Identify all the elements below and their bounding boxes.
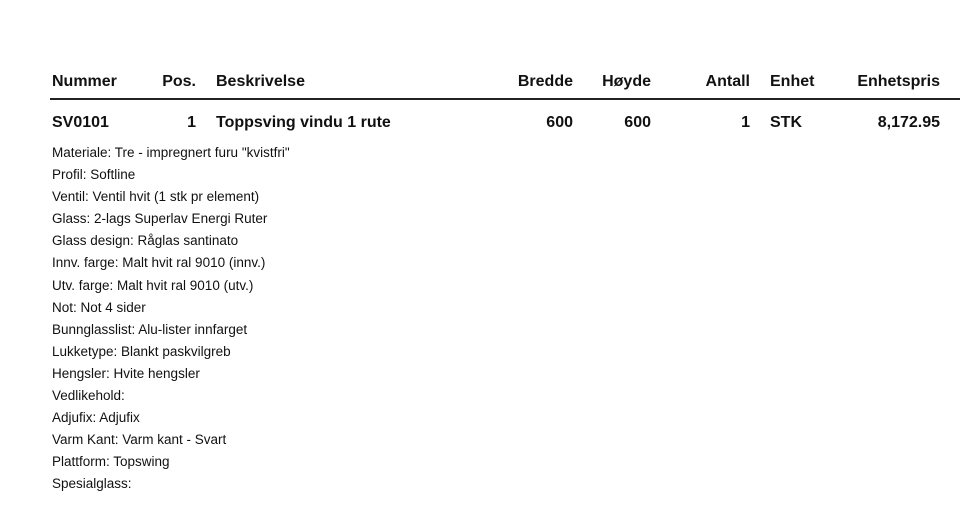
spec-line: Lukketype: Blankt paskvilgreb: [52, 343, 231, 359]
spec-line: Innv. farge: Malt hvit ral 9010 (innv.): [52, 255, 266, 271]
header-bredde: Bredde: [517, 73, 573, 90]
spec-line: Plattform: Topswing: [52, 454, 170, 470]
cell-beskrivelse: Toppsving vindu 1 rute: [216, 114, 391, 131]
spec-line: Not: Not 4 sider: [52, 299, 146, 315]
header-hoyde: Høyde: [602, 73, 651, 90]
header-divider: [50, 98, 960, 100]
spec-line: Vedlikehold:: [52, 388, 125, 404]
spec-line: Utv. farge: Malt hvit ral 9010 (utv.): [52, 277, 254, 293]
spec-line: Glass design: Råglas santinato: [52, 233, 239, 249]
header-enhetspris: Enhetspris: [857, 73, 940, 90]
cell-nummer: SV0101: [52, 114, 109, 131]
header-nummer: Nummer: [52, 73, 117, 90]
cell-antall: 1: [741, 114, 750, 131]
table-header: [0, 70, 960, 94]
spec-line: Glass: 2-lags Superlav Energi Ruter: [52, 211, 268, 227]
header-beskrivelse: Beskrivelse: [216, 73, 305, 90]
spec-line: Spesialglass:: [52, 476, 132, 492]
spec-line: Profil: Softline: [52, 167, 136, 183]
spec-line: Adjufix: Adjufix: [52, 410, 140, 426]
header-antall: Antall: [705, 73, 750, 90]
specification-list: [52, 142, 290, 496]
spec-line: Varm Kant: Varm kant - Svart: [52, 432, 227, 448]
spec-line: Ventil: Ventil hvit (1 stk pr element): [52, 189, 260, 205]
cell-pos: 1: [187, 114, 196, 131]
header-pos: Pos.: [162, 73, 196, 90]
cell-enhet: STK: [770, 114, 802, 131]
spec-line: Hengsler: Hvite hengsler: [52, 365, 200, 381]
spec-line: Materiale: Tre - impregnert furu "kvistfri": [52, 145, 290, 160]
cell-bredde: 600: [546, 114, 573, 131]
cell-enhetspris: 8,172.95: [877, 114, 940, 131]
header-enhet: Enhet: [770, 73, 815, 90]
cell-hoyde: 600: [624, 114, 651, 131]
spec-line: Bunnglasslist: Alu-lister innfarget: [52, 321, 248, 337]
table-row: [0, 111, 960, 135]
